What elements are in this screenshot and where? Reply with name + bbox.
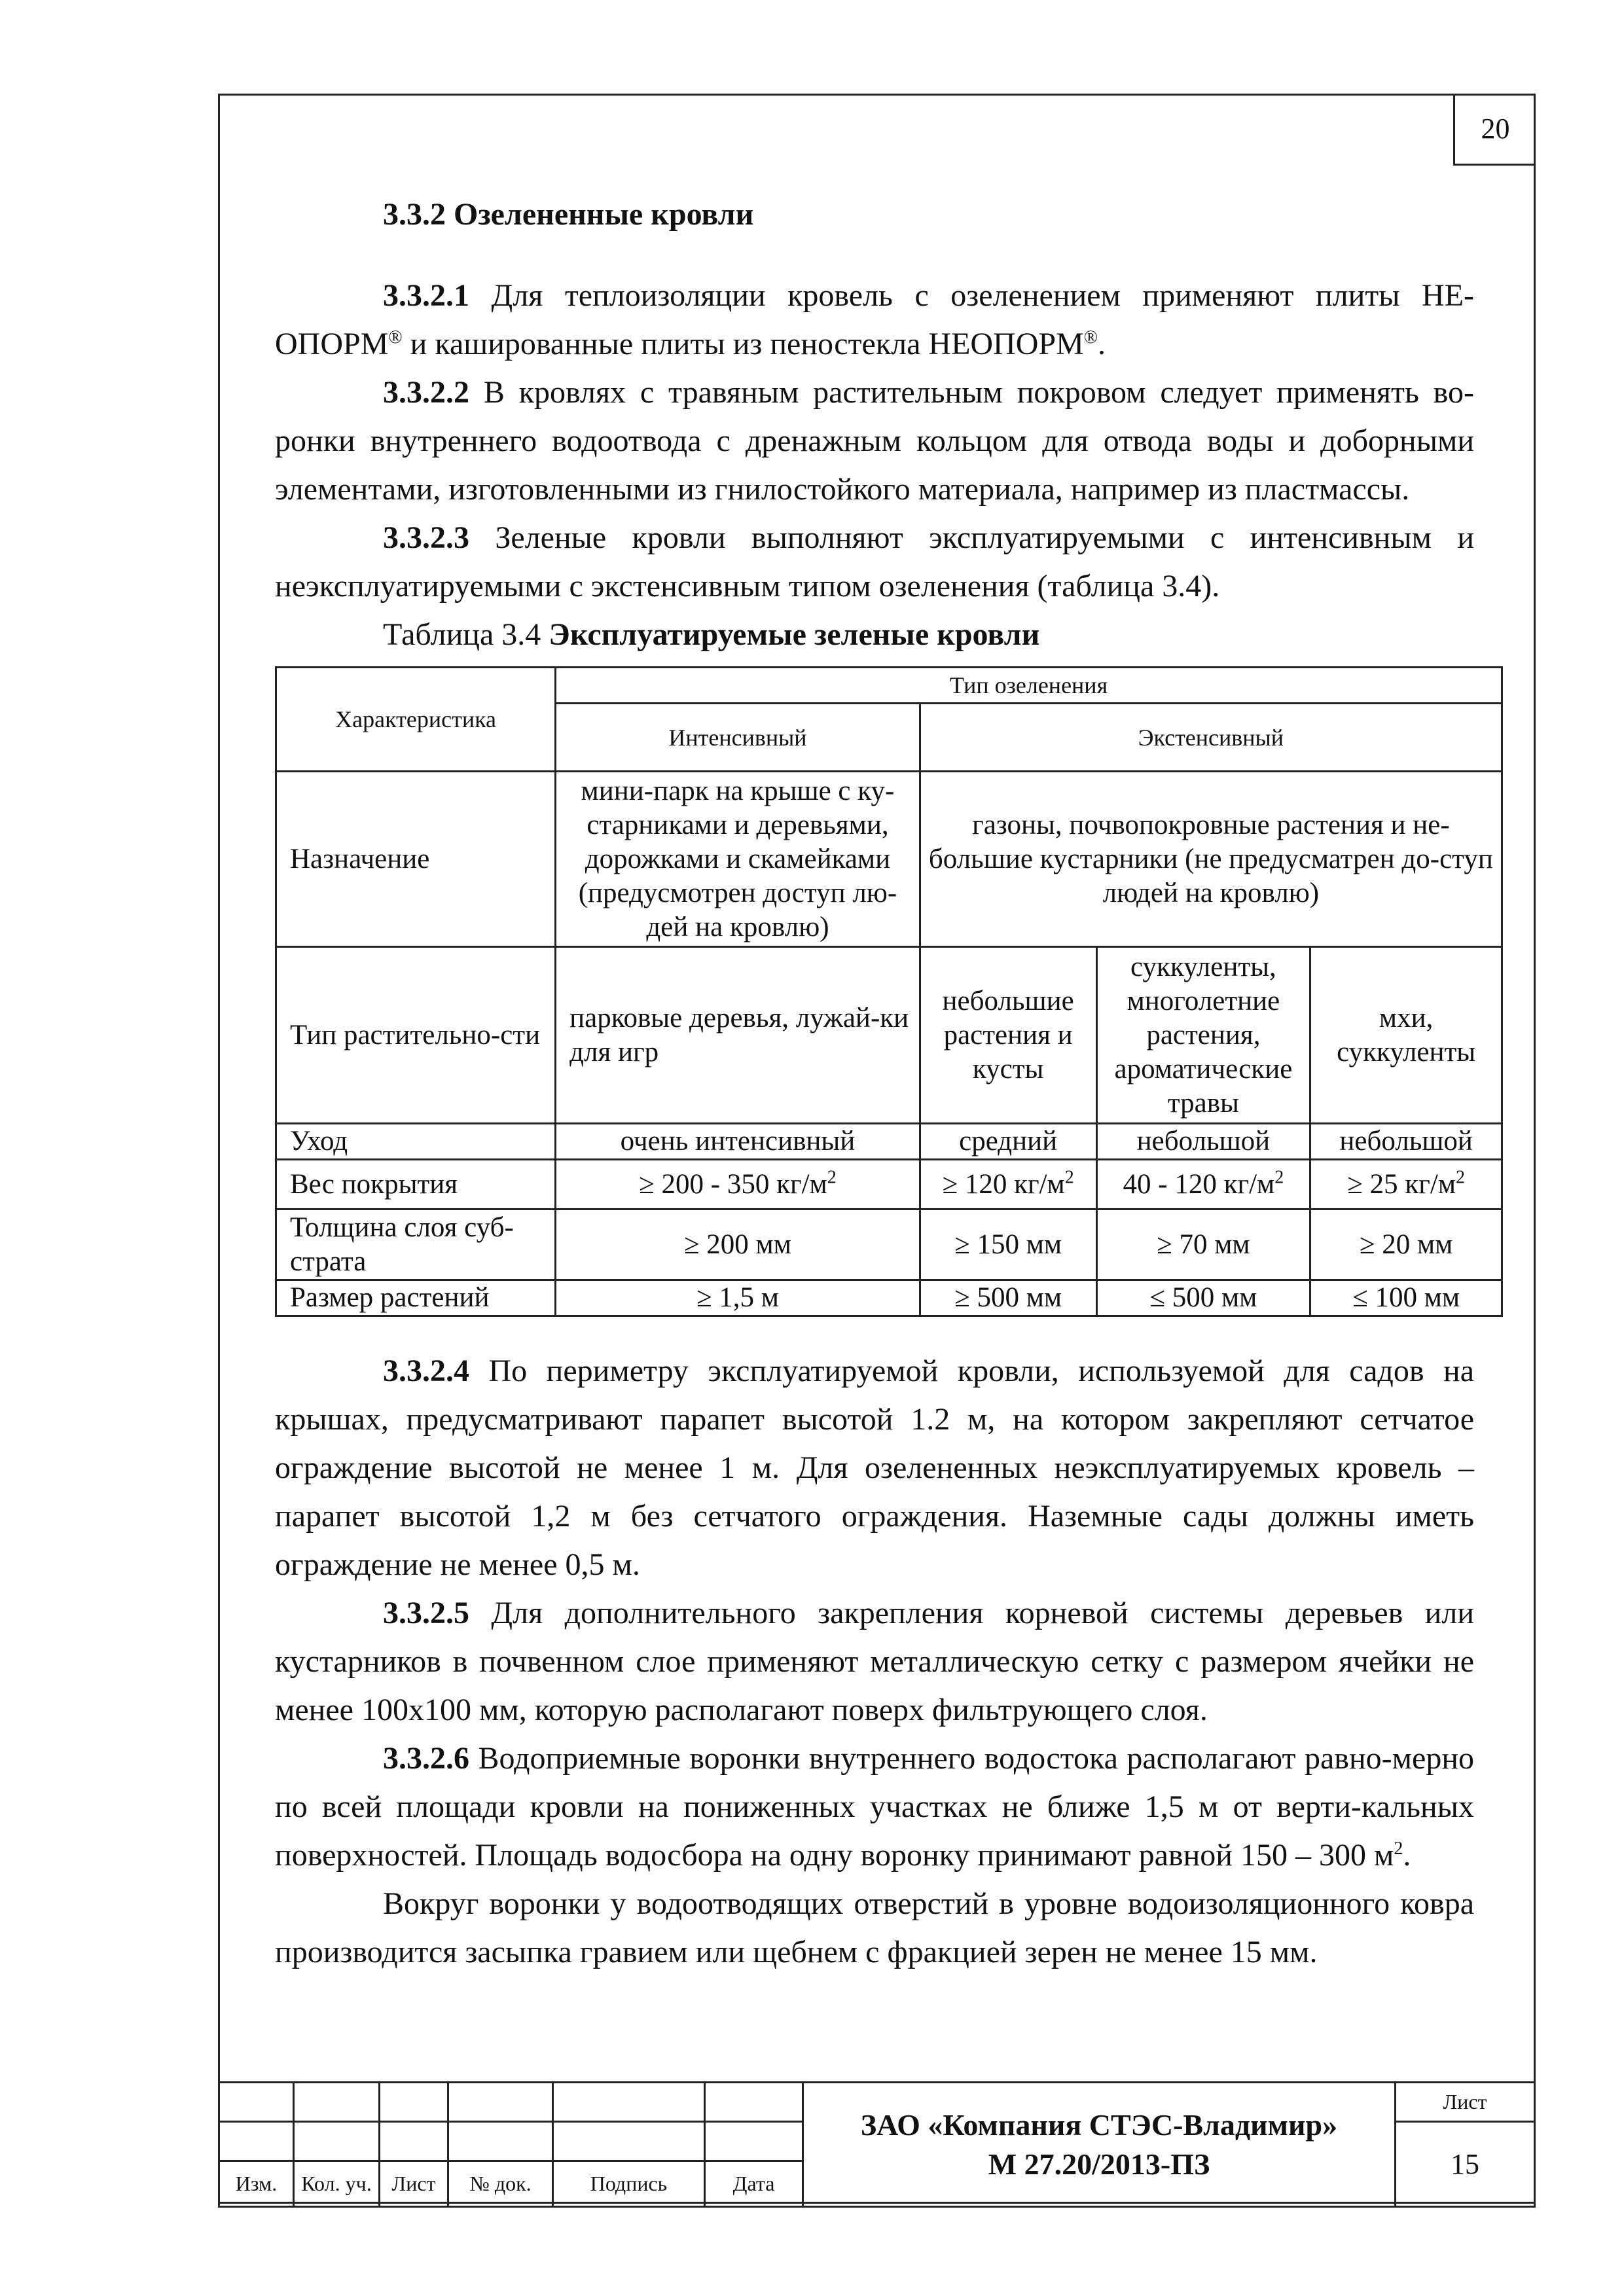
main-text [275, 196, 1474, 659]
row-label: Назначение [276, 772, 556, 947]
page-number: 20 [1453, 94, 1536, 166]
cell-value: ≥ 150 мм [920, 1210, 1096, 1280]
cell-value: газоны, почвопокровные растения и не-большие кустарники (не предусматрен до-ступ людей на кровлю) [920, 772, 1502, 947]
cell-value: мхи, суккуленты [1310, 947, 1502, 1124]
paragraph-3-3-2-5: 3.3.2.5 Для дополнительного закрепления корневой системы деревьев или кустарников в почвенном слое применяют металлическую сетку с размером ячейки не менее 100х100 мм, которую располагают поверх фильтрующего слоя. [275, 1596, 1474, 1727]
cell-value: мини-парк на крыше с ку-старниками и деревьями, дорожками и скамейками (предусмотрен доступ лю-дей на кровлю) [556, 772, 920, 947]
row-label: Вес покрытия [276, 1160, 556, 1210]
header-extensive: Экстенсивный [920, 704, 1502, 772]
para-number: 3.3.2.4 [383, 1354, 469, 1388]
cell-value: ≥ 500 мм [920, 1280, 1096, 1316]
row-label: Тип растительно-сти [276, 947, 556, 1124]
title-block [218, 2081, 1536, 2206]
cell-value: небольшие растения и кусты [920, 947, 1096, 1124]
row-label: Уход [276, 1124, 556, 1160]
cell-value: ≥ 200 - 350 $кг/м^2$ [556, 1160, 920, 1210]
cell-value: суккуленты, многолетние растения, ароматические травы [1096, 947, 1310, 1124]
cell-value: ≥ 1,5 м [556, 1280, 920, 1316]
green-roofs-table [275, 666, 1503, 1317]
col-list: Лист [380, 2161, 448, 2207]
header-type: Тип озеленения [556, 668, 1502, 704]
cell-value: ≤ 100 мм [1310, 1280, 1502, 1316]
paragraph-3-3-2-1: 3.3.2.1 Для теплоизоляции кровель с озеленением применяют плиты НЕ-ОПОРМ® и кашированные плиты из пеностекла НЕОПОРМ®. [275, 278, 1474, 361]
table-caption: Таблица 3.4 Эксплуатируемые зеленые кровли [383, 617, 1040, 652]
main-text-continued [275, 1347, 1474, 1977]
header-characteristic: Характеристика [276, 668, 556, 772]
paragraph-3-3-2-4: 3.3.2.4 По периметру эксплуатируемой кровли, используемой для садов на крышах, предусматривают парапет высотой 1.2 м, на котором закрепляют сетчатое ограждение высотой не менее 1 м. Для озелененных неэксплуатируемых кровель – парапет высотой 1,2 м без сетчатого ограждения. Наземные сады должны иметь ограждение не менее 0,5 м. [275, 1354, 1474, 1582]
col-date: Дата [705, 2161, 803, 2207]
row-label: Размер растений [276, 1280, 556, 1316]
cell-value: ≥ 70 мм [1096, 1210, 1310, 1280]
para-number: 3.3.2.6 [383, 1741, 469, 1776]
cell-value: очень интенсивный [556, 1124, 920, 1160]
para-number: 3.3.2.1 [383, 278, 469, 313]
cell-value: ≤ 500 мм [1096, 1280, 1310, 1316]
col-sign: Подпись [553, 2161, 705, 2207]
sheet-label: Лист [1396, 2083, 1535, 2122]
cell-value: ≥ 200 мм [556, 1210, 920, 1280]
cell-value: средний [920, 1124, 1096, 1160]
cell-value: ≥ 25 $кг/м^2$ [1310, 1160, 1502, 1210]
cell-value: ≥ 120 $кг/м^2$ [920, 1160, 1096, 1210]
header-intensive: Интенсивный [556, 704, 920, 772]
row-label: Толщина слоя суб-страта [276, 1210, 556, 1280]
paragraph-funnel-backfill: Вокруг воронки у водоотводящих отверстий в уровне водоизоляционного ковра производится засыпка гравием или щебнем с фракцией зерен не менее 15 мм. [275, 1886, 1474, 1969]
document-title: ЗАО «Компания СТЭС-Владимир» М 27.20/2013-ПЗ [803, 2083, 1396, 2207]
paragraph-3-3-2-2: 3.3.2.2 В кровлях с травяным растительным покровом следует применять во-ронки внутреннего водоотвода с дренажным кольцом для отвода воды и доборными элементами, изготовленными из гнилостойкого материала, например из пластмассы. [275, 375, 1474, 507]
cell-value: ≥ 20 мм [1310, 1210, 1502, 1280]
section-title: 3.3.2 Озелененные кровли [383, 197, 754, 232]
cell-value: парковые деревья, лужай-ки для игр [556, 947, 920, 1124]
col-doc: № док. [448, 2161, 553, 2207]
col-izm: Изм. [219, 2161, 294, 2207]
cell-value: 40 - 120 $кг/м^2$ [1096, 1160, 1310, 1210]
cell-value: небольшой [1310, 1124, 1502, 1160]
paragraph-3-3-2-3: 3.3.2.3 Зеленые кровли выполняют эксплуатируемыми с интенсивным и неэксплуатируемыми с экстенсивным типом озеленения (таблица 3.4). [275, 520, 1474, 603]
para-number: 3.3.2.2 [383, 375, 469, 410]
para-number: 3.3.2.5 [383, 1596, 469, 1630]
sheet-number: 15 [1396, 2122, 1535, 2207]
paragraph-3-3-2-6: 3.3.2.6 Водоприемные воронки внутреннего водостока располагают равно-мерно по всей площади кровли на пониженных участках не ближе 1,5 м от верти-кальных поверхностей. Площадь водосбора на одну воронку принимают равной 150 – 300 $м^2$. [275, 1741, 1474, 1873]
cell-value: небольшой [1096, 1124, 1310, 1160]
para-number: 3.3.2.3 [383, 520, 469, 555]
col-kol: Кол. уч. [294, 2161, 380, 2207]
